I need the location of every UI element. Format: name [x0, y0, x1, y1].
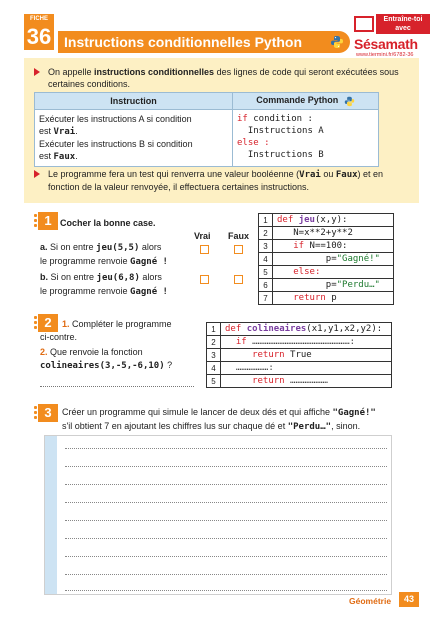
code-line[interactable]: 2 if ………………………………………………: — [207, 336, 392, 349]
code-line[interactable]: 4 ………………: — [207, 362, 392, 375]
column-vrai-label: Vrai — [194, 231, 211, 241]
table-cell-instruction: Exécuter les instructions A si condition est Vrai. Exécuter les instructions B si condition est Faux. — [35, 110, 233, 167]
bullet-arrow-icon — [34, 170, 40, 178]
writing-line — [65, 556, 387, 557]
checkbox-b-vrai[interactable] — [200, 275, 209, 284]
writing-line — [65, 590, 387, 591]
sesamath-badge[interactable] — [352, 14, 430, 60]
answer-writing-area[interactable] — [44, 435, 392, 595]
exercise-1-question-a: a. Si on entre jeu(5,5) alors le programme renvoie Gagné ! — [40, 242, 168, 267]
exercise-1-question-b: b. Si on entre jeu(6,8) alors le programme renvoie Gagné ! — [40, 272, 168, 297]
writing-line — [65, 466, 387, 467]
badge-brand: Sésamath — [354, 36, 418, 52]
answer-line[interactable] — [40, 386, 194, 387]
python-logo-icon — [330, 35, 344, 49]
code-line: 3 return True — [207, 349, 392, 362]
exercise-1-instruction: Cocher la bonne case. — [60, 218, 156, 228]
python-logo-icon — [344, 96, 355, 107]
code-line: 3 if N==100: — [259, 240, 394, 253]
code-line: 1 def jeu(x,y): — [259, 214, 394, 227]
exercise-1-number: 1 — [38, 212, 58, 230]
writing-line — [65, 538, 387, 539]
writing-line — [65, 574, 387, 575]
footer-section: Géométrie — [349, 596, 392, 606]
table-header-commande: Commande Python — [233, 93, 379, 110]
intro-paragraph-1: On appelle instructions conditionnelles des lignes de code qui seront exécutées sous certaines conditions. — [48, 66, 408, 90]
badge-url[interactable]: www.tiermini.fr/6782-36 — [356, 52, 414, 58]
code-line: 1 def colineaires(x1,y1,x2,y2): — [207, 323, 392, 336]
badge-cta: Entraîne-toi avec — [376, 14, 430, 34]
page-number: 43 — [399, 592, 419, 607]
code-line[interactable]: 5 return ………………… — [207, 375, 392, 388]
writing-line — [65, 520, 387, 521]
instructions-table — [34, 92, 379, 167]
screen-icon — [354, 16, 374, 32]
checkbox-a-vrai[interactable] — [200, 245, 209, 254]
checkbox-a-faux[interactable] — [234, 245, 243, 254]
writing-line — [65, 448, 387, 449]
table-cell-commande: if condition : Instructions A else : Instructions B — [233, 110, 379, 167]
bullet-arrow-icon — [34, 68, 40, 76]
code-block-colineaires — [206, 322, 392, 388]
title-banner — [58, 31, 350, 53]
code-line: 2 N=x**2+y**2 — [259, 227, 394, 240]
fiche-label: FICHE — [24, 14, 54, 24]
writing-line — [65, 502, 387, 503]
exercise-2-question-1-cont: ci-contre. — [40, 332, 78, 342]
column-faux-label: Faux — [228, 231, 250, 241]
code-line: 7 return p — [259, 292, 394, 305]
code-line: 6 p="Perdu…" — [259, 279, 394, 292]
page-title: Instructions conditionnelles Python — [64, 34, 303, 50]
page-header — [0, 0, 435, 62]
exercise-2-number: 2 — [38, 314, 58, 332]
exercise-2-question-1: 1. Compléter le programme — [62, 319, 172, 329]
exercise-3-instruction: Créer un programme qui simule le lancer de deux dés et qui affiche "Gagné!" s'il obtient 7 en ajoutant les chiffres lus sur chaque dé et "Perdu…", sinon. — [62, 407, 376, 432]
exercise-2-question-2: 2. Que renvoie la fonction colineaires(3,-5,-6,10) ? — [40, 347, 173, 371]
fiche-number: 36 — [24, 24, 54, 50]
writing-margin — [45, 436, 57, 594]
intro-paragraph-2: Le programme fera un test qui renverra une valeur booléenne (Vrai ou Faux) et en fonction de la valeur renvoyée, il effectuera certaines instructions. — [48, 168, 408, 193]
table-header-instruction: Instruction — [35, 93, 233, 110]
checkbox-b-faux[interactable] — [234, 275, 243, 284]
code-block-jeu — [258, 213, 394, 305]
code-line: 4 p="Gagné!" — [259, 253, 394, 266]
code-line: 5 else: — [259, 266, 394, 279]
writing-line — [65, 484, 387, 485]
exercise-3-number: 3 — [38, 404, 58, 422]
